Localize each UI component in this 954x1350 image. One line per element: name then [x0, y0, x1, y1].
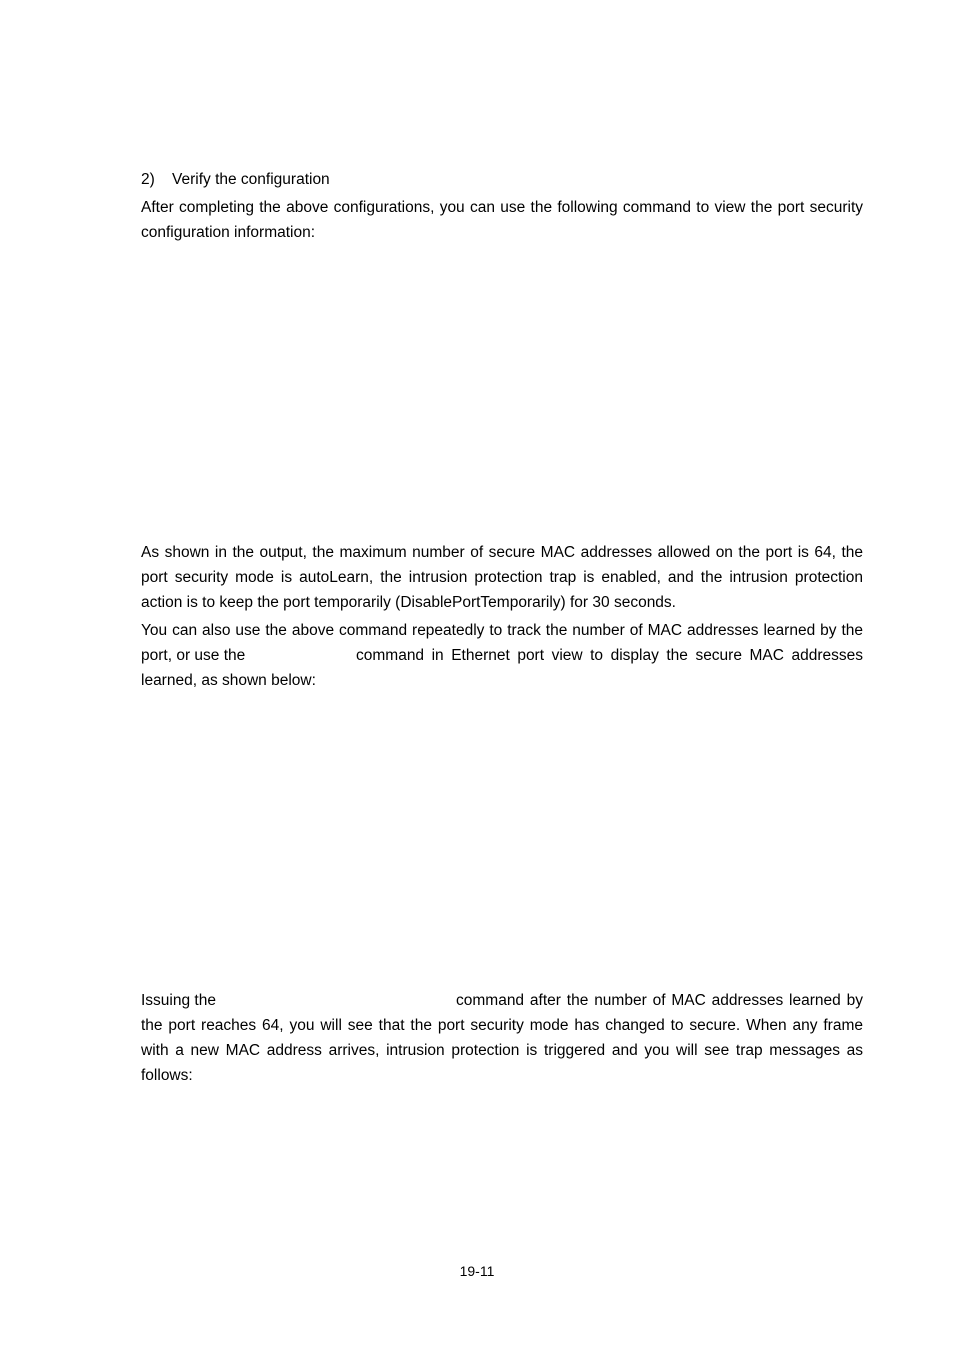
paragraph-line: You can also use the above command repeatedly to track the number of MAC addresses learned by the [141, 622, 863, 639]
paragraph-line: As shown in the output, the maximum number of secure MAC addresses allowed on the port is 64, the [141, 544, 863, 561]
step-title: Verify the configuration [172, 171, 330, 188]
paragraph-view-config [141, 195, 863, 245]
paragraph-line: action is to keep the port temporarily (DisablePortTemporarily) for 30 seconds. [141, 594, 676, 611]
paragraph-track-mac [141, 618, 863, 693]
paragraph-text: command after the number of MAC addresses learned by [456, 992, 863, 1009]
paragraph-line-with-gap [141, 988, 863, 1013]
paragraph-secure-mode [141, 988, 863, 1088]
paragraph-line: learned, as shown below: [141, 672, 316, 689]
paragraph-line: follows: [141, 1067, 193, 1084]
paragraph-text: Issuing the [141, 992, 216, 1009]
paragraph-text: command in Ethernet port view to display the secure MAC addresses [356, 647, 863, 664]
paragraph-line: the port reaches 64, you will see that the port security mode has changed to secure. When any frame [141, 1017, 863, 1034]
paragraph-line: After completing the above configurations, you can use the following command to view the port security [141, 199, 863, 216]
paragraph-text: port, or use the [141, 647, 246, 664]
step-heading [141, 167, 330, 192]
step-number: 2) [141, 171, 155, 188]
paragraph-line-with-gap [141, 643, 863, 668]
paragraph-line: configuration information: [141, 224, 316, 241]
paragraph-line: port security mode is autoLearn, the intrusion protection trap is enabled, and the intrusion protection [141, 569, 863, 586]
page-number: 19-11 [459, 1263, 495, 1279]
paragraph-output-explanation [141, 540, 863, 615]
paragraph-line: with a new MAC address arrives, intrusion protection is triggered and you will see trap messages as [141, 1042, 863, 1059]
